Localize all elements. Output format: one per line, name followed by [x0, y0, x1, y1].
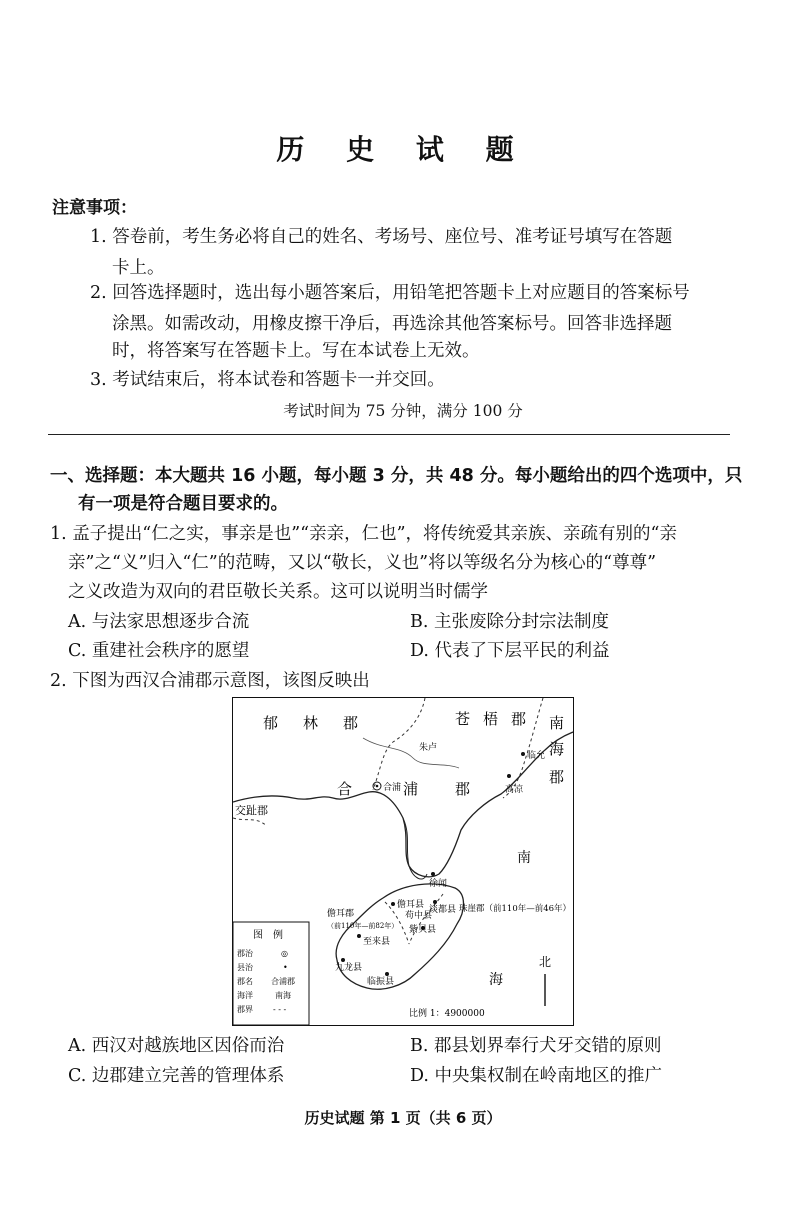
- legend-row-5-symbol: - - -: [273, 1005, 287, 1014]
- map-label-tanduxian: 谈都县: [429, 905, 457, 915]
- legend-row-2-name: 县治: [237, 963, 253, 972]
- section-heading-line-1: 一、选择题：本大题共 16 小题，每小题 3 分，共 48 分。每小题给出的四个选项中，只: [50, 466, 743, 486]
- q1-option-a[interactable]: A. 与法家思想逐步合流: [68, 612, 250, 632]
- gaoliang-seat-dot: [507, 774, 511, 778]
- map-label-hepu-3: 郡: [455, 780, 471, 798]
- page-title: 历 史 试 题: [276, 133, 530, 166]
- section-heading-line-2: 有一项是符合题目要求的。: [78, 494, 288, 514]
- q1-stem-line-2: 亲”之“义”归入“仁”的范畴，又以“敬长，义也”将以等级名分为核心的“尊尊”: [68, 553, 657, 573]
- notice-line-3: 2. 回答选择题时，选出每小题答案后，用铅笔把答题卡上对应题目的答案标号: [90, 283, 690, 303]
- legend-row-3-symbol: 合浦郡: [271, 977, 295, 986]
- xuwen-seat-dot: [431, 872, 435, 876]
- legend-row-2-symbol: •: [283, 963, 288, 972]
- legend-title: 图 例: [253, 930, 283, 941]
- q1-stem-line-3: 之义改造为双向的君臣敬长关系。这可以说明当时儒学: [68, 582, 488, 602]
- map-label-jiulong: 九龙县: [335, 963, 363, 973]
- map-label-danerjun: 儋耳郡: [327, 909, 355, 919]
- q2-option-d[interactable]: D. 中央集权制在岭南地区的推广: [410, 1066, 663, 1086]
- legend-row-1-name: 郡治: [237, 949, 253, 958]
- notice-line-5: 时，将答案写在答题卡上。写在本试卷上无效。: [112, 341, 480, 361]
- map-label-sea-2: 海: [489, 972, 503, 988]
- map-label-cangwu-3: 郡: [511, 710, 527, 728]
- q1-option-b[interactable]: B. 主张废除分封宗法制度: [410, 612, 609, 632]
- map-label-jiaozhi: 交趾郡: [235, 804, 268, 817]
- divider-rule: [48, 434, 730, 435]
- map-scale: 比例 1：4900000: [409, 1009, 485, 1019]
- map-label-cangwu-2: 梧: [483, 710, 499, 728]
- map-label-zhilai: 至来县: [363, 937, 391, 947]
- map-label-nanhai-2: 海: [549, 740, 565, 758]
- linyun-seat-dot: [521, 752, 525, 756]
- map-label-nanhai-3: 郡: [549, 768, 565, 786]
- map-label-hepu-seat: 合浦: [383, 783, 402, 793]
- q1-option-c[interactable]: C. 重建社会秩序的愿望: [68, 641, 250, 661]
- exam-time-info: 考试时间为 75 分钟，满分 100 分: [283, 402, 523, 420]
- north-label: 北: [539, 955, 552, 969]
- q2-option-b[interactable]: B. 郡县划界奉行犬牙交错的原则: [410, 1036, 662, 1056]
- legend-row-5-name: 郡界: [237, 1005, 253, 1014]
- map-label-gaoliang: 高凉: [505, 785, 524, 795]
- notice-line-1: 1. 答卷前，考生务必将自己的姓名、考场号、座位号、准考证号填写在答题: [90, 227, 673, 247]
- map-label-zhizhong: 苟中县: [405, 911, 433, 921]
- q1-stem-line-1: 1. 孟子提出“仁之实，事亲是也”“亲亲，仁也”，将传统爱其亲族、亲疏有别的“亲: [50, 524, 677, 544]
- map-label-nanhai-1: 南: [549, 714, 565, 732]
- map-label-linzhen: 临振县: [367, 977, 395, 987]
- map-label-xuwen: 徐闻: [429, 879, 448, 889]
- map-label-danerjun-years: （前110年—前82年）: [327, 922, 399, 930]
- map-label-yulin-2: 林: [303, 714, 319, 732]
- q2-option-c[interactable]: C. 边郡建立完善的管理体系: [68, 1066, 285, 1086]
- notice-line-4: 涂黑。如需改动，用橡皮擦干净后，再选涂其他答案标号。回答非选择题: [112, 314, 672, 334]
- legend-row-4-name: 海洋: [237, 991, 253, 1000]
- legend-row-3-name: 郡名: [237, 977, 253, 986]
- map-label-zhuyajun: 珠崖郡（前110年—前46年）: [459, 904, 572, 914]
- notice-line-6: 3. 考试结束后，将本试卷和答题卡一并交回。: [90, 370, 445, 390]
- map-label-yulin-3: 郡: [343, 714, 359, 732]
- map-label-linyun: 临允: [527, 751, 546, 761]
- page-footer: 历史试题 第 1 页（共 6 页）: [304, 1109, 502, 1127]
- notice-heading: 注意事项：: [52, 198, 137, 218]
- hepu-map: [232, 697, 574, 1026]
- notice-line-2: 卡上。: [112, 258, 165, 278]
- legend-row-1-symbol: ◎: [281, 949, 288, 958]
- legend-row-4-symbol: 南海: [275, 991, 291, 1000]
- map-label-yulin-1: 郁: [263, 714, 279, 732]
- q2-option-a[interactable]: A. 西汉对越族地区因俗而治: [68, 1036, 285, 1056]
- map-label-sea-1: 南: [517, 850, 531, 866]
- map-label-hepu-1: 合: [337, 780, 353, 798]
- map-label-cangwu-1: 苍: [455, 710, 471, 728]
- map-label-danerxian: 儋耳县: [397, 900, 425, 910]
- q1-option-d[interactable]: D. 代表了下层平民的利益: [410, 641, 610, 661]
- map-label-zigui: 紫贝县: [409, 925, 437, 935]
- map-label-hepu-2: 浦: [403, 780, 419, 798]
- map-label-tanwu: 朱卢: [419, 743, 438, 753]
- q2-stem: 2. 下图为西汉合浦郡示意图，该图反映出: [50, 671, 370, 691]
